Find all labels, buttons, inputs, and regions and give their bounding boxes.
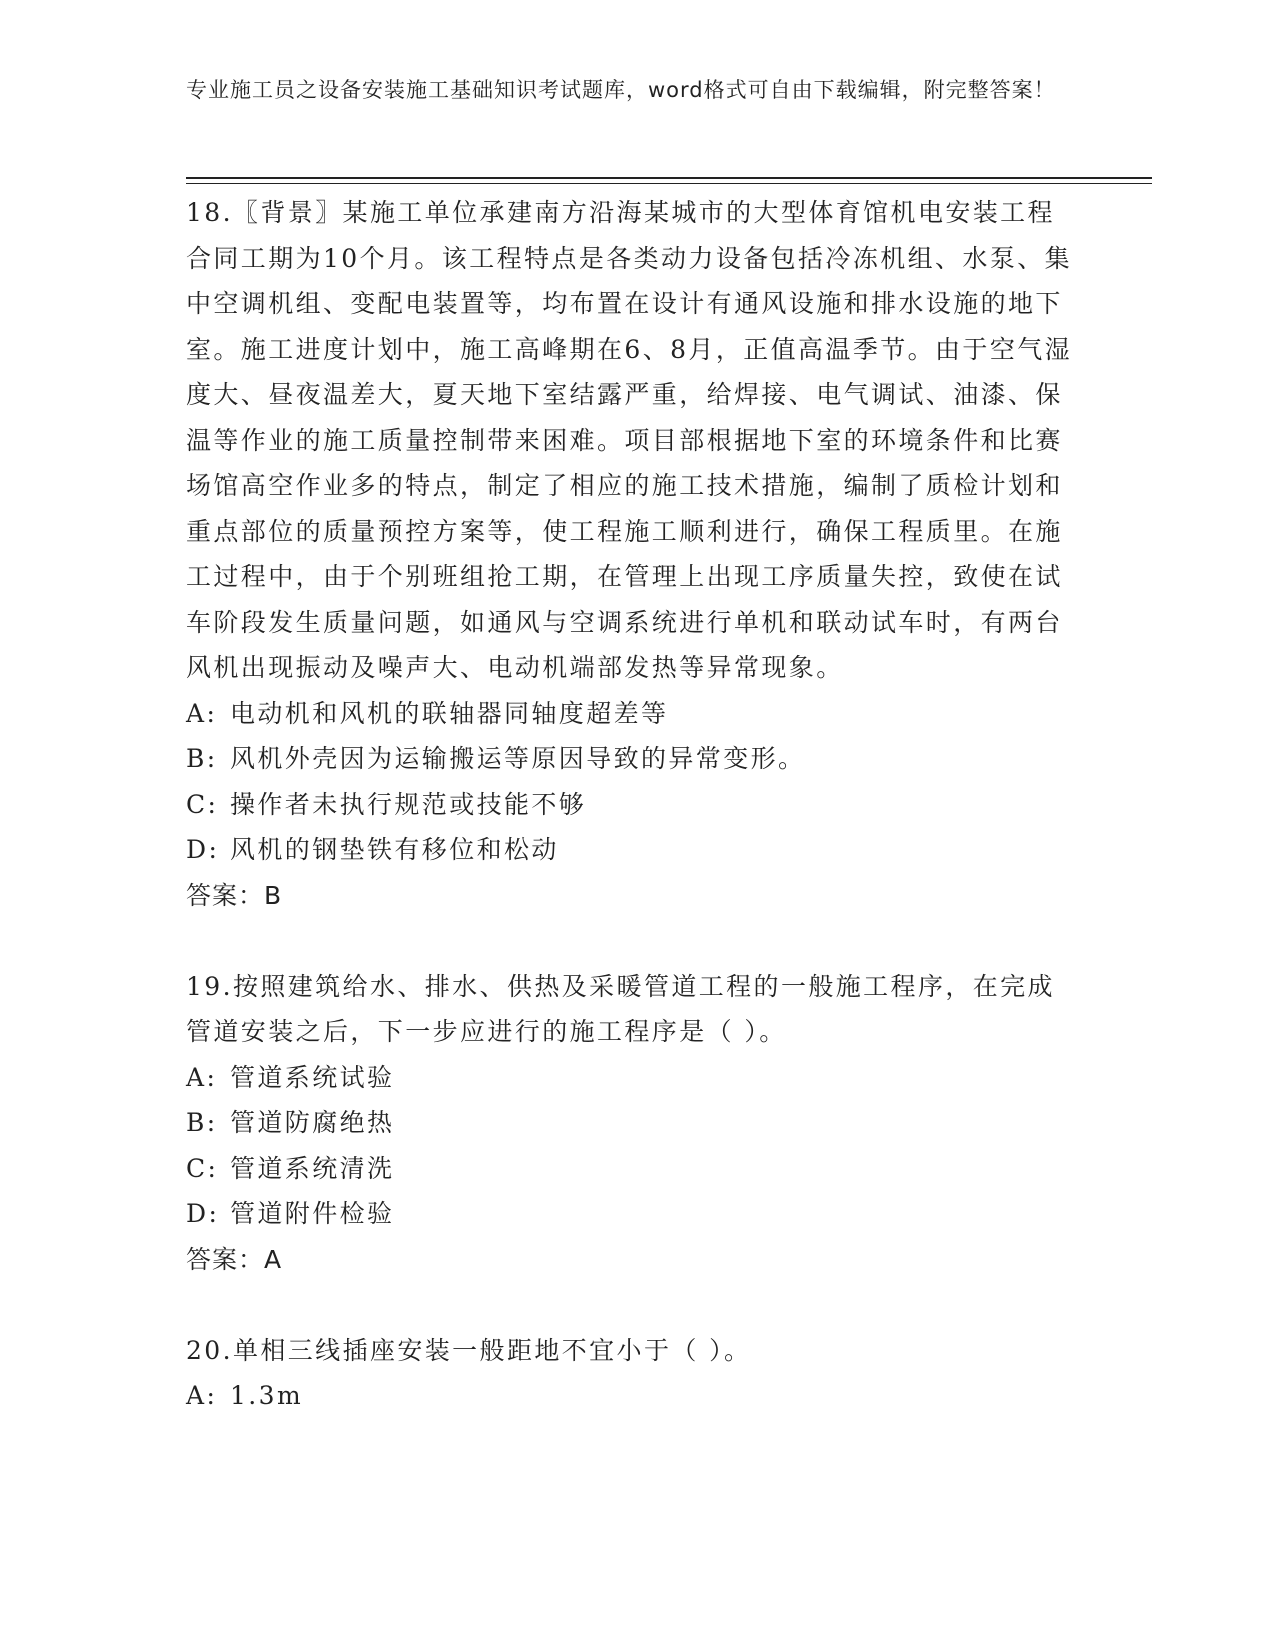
option-label: D: xyxy=(186,835,220,864)
option-a xyxy=(186,1373,1076,1419)
option-a xyxy=(186,691,1076,737)
option-label: C: xyxy=(186,789,219,819)
question-block xyxy=(186,190,1076,918)
option-text: 管道防腐绝热 xyxy=(230,1108,395,1137)
option-a xyxy=(186,1055,1076,1101)
option-label: C: xyxy=(186,1153,219,1183)
option-label: B: xyxy=(186,744,218,773)
option-text: 管道系统试验 xyxy=(230,1062,395,1092)
option-text: 1.3m xyxy=(230,1381,304,1410)
option-label: A: xyxy=(186,698,218,728)
question-stem: 18.〖背景〗某施工单位承建南方沿海某城市的大型体育馆机电安装工程合同工期为10个月。该工程特点是各类动力设备包括冷冻机组、水泵、集中空调机组、变配电装置等，均布置在设计有通风设施和排水设施的地下室。施工进度计划中，施工高峰期在6、8月，正值高温季节。由于空气湿度大、昼夜温差大，夏天地下室结露严重，给焊接、电气调试、油漆、保温等作业的施工质量控制带来困难。项目部根据地下室的环境条件和比赛场馆高空作业多的特点，制定了相应的施工技术措施，编制了质检计划和重点部位的质量预控方案等，使工程施工顺利进行，确保工程质里。在施工过程中，由于个别班组抢工期，在管理上出现工序质量失控，致使在试车阶段发生质量问题，如通风与空调系统进行单机和联动试车时，有两台风机出现振动及噪声大、电动机端部发热等异常现象。 xyxy=(186,198,1073,682)
option-b xyxy=(186,736,1076,782)
option-label: D: xyxy=(186,1199,220,1228)
option-text: 风机外壳因为运输搬运等原因导致的异常变形。 xyxy=(230,744,806,773)
question-stem: 19.按照建筑给水、排水、供热及采暖管道工程的一般施工程序，在完成管道安装之后，下一步应进行的施工程序是（ ）。 xyxy=(186,971,1055,1046)
question-list xyxy=(186,190,1076,1419)
header-divider-thick xyxy=(186,177,1152,179)
option-d xyxy=(186,1191,1076,1237)
option-label: B: xyxy=(186,1108,218,1137)
option-label: A: xyxy=(186,1381,218,1410)
option-b xyxy=(186,1100,1076,1146)
option-d xyxy=(186,827,1076,873)
option-c xyxy=(186,782,1076,828)
option-text: 操作者未执行规范或技能不够 xyxy=(230,789,587,819)
option-text: 管道系统清洗 xyxy=(230,1153,395,1183)
question-stem: 20.单相三线插座安装一般距地不宜小于（ ）。 xyxy=(186,1335,752,1365)
question-block xyxy=(186,964,1076,1283)
option-label: A: xyxy=(186,1062,218,1092)
question-spacer xyxy=(186,918,1076,964)
answer-line: 答案：A xyxy=(186,1244,283,1274)
document-header: 专业施工员之设备安装施工基础知识考试题库，word格式可自由下载编辑，附完整答案！ xyxy=(186,78,1056,102)
option-text: 电动机和风机的联轴器同轴度超差等 xyxy=(230,698,669,728)
question-block xyxy=(186,1328,1076,1419)
answer-line: 答案：B xyxy=(186,880,283,910)
header-divider-thin xyxy=(186,183,1152,184)
option-c xyxy=(186,1146,1076,1192)
question-spacer xyxy=(186,1282,1076,1328)
option-text: 风机的钢垫铁有移位和松动 xyxy=(230,835,559,864)
option-text: 管道附件检验 xyxy=(230,1199,395,1228)
